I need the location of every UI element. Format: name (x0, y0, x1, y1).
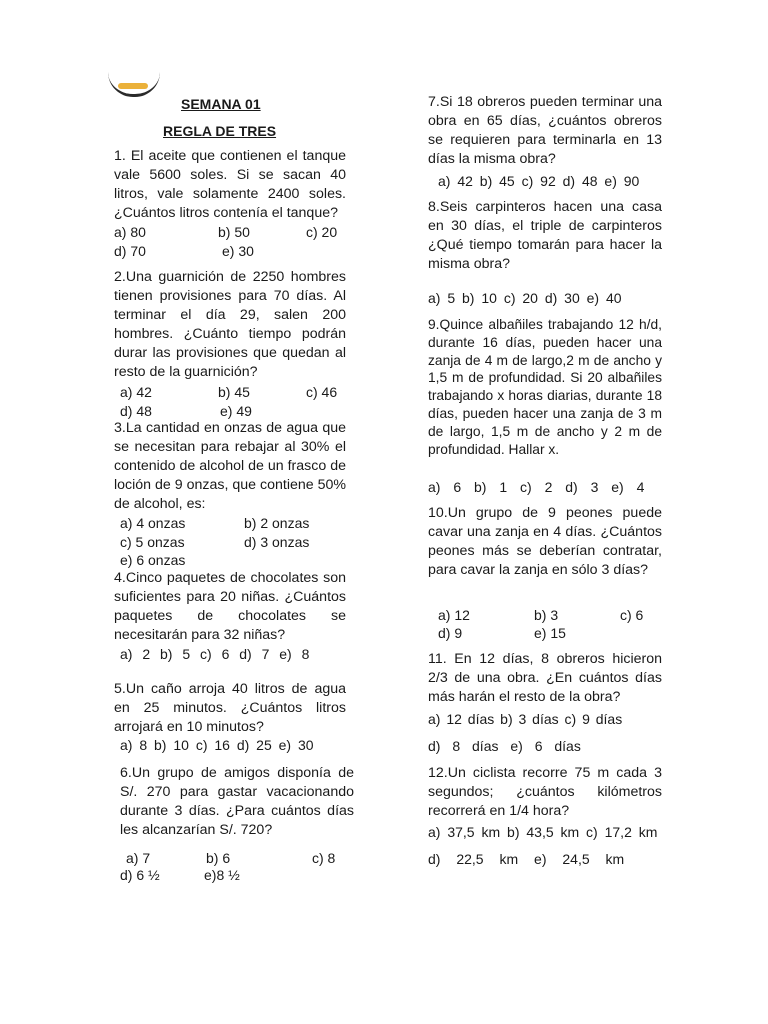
problem-10-option: a) 12 (438, 607, 470, 623)
topic-heading: REGLA DE TRES (163, 123, 277, 139)
problem-2-option: e) 49 (220, 403, 252, 419)
problem-3-option: b) 2 onzas (244, 515, 310, 531)
problem-1-option: e) 30 (222, 243, 254, 259)
problem-1-option: a) 80 (114, 224, 146, 240)
problem-9-options: a) 6 b) 1 c) 2 d) 3 e) 4 (428, 479, 645, 495)
problem-1-option: d) 70 (114, 243, 146, 259)
problem-6-option: d) 6 ½ (120, 867, 160, 883)
problem-1-option: c) 20 (306, 224, 338, 240)
problem-2-option: c) 46 (306, 384, 338, 400)
problem-12-text: 12.Un ciclista recorre 75 m cada 3 segundos; ¿cuántos kilómetros recorrerá en 1/4 hora? (428, 765, 662, 819)
problem-6-option: c) 8 (312, 850, 336, 866)
logo-mark (118, 83, 148, 89)
problem-5-options: a) 8 b) 10 c) 16 d) 25 e) 30 (120, 737, 314, 753)
problem-6-text: 6.Un grupo de amigos disponía de S/. 270 para gastar vacacionando durante 3 días. ¿Para cuántos días les alcanzarían S/. 720? (120, 765, 354, 838)
problem-11-options-row-2: d) 8 días e) 6 días (428, 738, 581, 754)
problem-7-options: a) 42 b) 45 c) 92 d) 48 e) 90 (438, 173, 640, 189)
problem-11-text: 11. En 12 días, 8 obreros hicieron 2/3 de una obra. ¿En cuántos días más harán el resto de la obra? (428, 651, 662, 705)
problem-3-option: e) 6 onzas (120, 552, 186, 568)
problem-10-option: c) 6 (620, 607, 644, 623)
problem-4-options: a) 2 b) 5 c) 6 d) 7 e) 8 (120, 646, 310, 662)
problem-8-text: 8.Seis carpinteros hacen una casa en 30 días, el triple de carpinteros ¿Qué tiempo tomarán para hacer la misma obra? (428, 199, 662, 272)
problem-7-text: 7.Si 18 obreros pueden terminar una obra en 65 días, ¿cuántos obreros se requieren para terminarla en 13 días la misma obra? (428, 94, 662, 167)
week-heading: SEMANA 01 (181, 96, 261, 112)
problem-10-option: d) 9 (438, 625, 463, 641)
problem-1-text: 1. El aceite que contienen el tanque vale 5600 soles. Si se sacan 40 litros, vale solamente 2400 soles. ¿Cuántos litros contenía el tanque? (114, 148, 346, 221)
problem-2-text: 2.Una guarnición de 2250 hombres tienen provisiones para 70 días. Al terminar el día 29, salen 200 hombres. ¿Cuánto tiempo podrán durar las provisiones que quedan al resto de la guarnición? (114, 269, 346, 380)
problem-3-option: a) 4 onzas (120, 515, 186, 531)
problem-2-option: d) 48 (120, 403, 152, 419)
problem-4-text: 4.Cinco paquetes de chocolates son suficientes para 20 niñas. ¿Cuántos paquetes de chocolates se necesitarán para 32 niñas? (114, 570, 346, 643)
problem-10-text: 10.Un grupo de 9 peones puede cavar una zanja en 4 días. ¿Cuántos peones más se deberían contratar, para cavar la zanja en sólo 3 días? (428, 505, 662, 578)
problem-6-option: a) 7 (126, 850, 151, 866)
problem-2-option: a) 42 (120, 384, 152, 400)
problem-9-text: 9.Quince albañiles trabajando 12 h/d, durante 16 días, pueden hacer una zanja de 4 m de largo,2 m de ancho y 1,5 m de profundidad. Si 20 albañiles trabajando x horas diarias, durante 18 días, pueden hacer una zanja de 3 m de largo, 1,5 m de ancho y 2 m de profundidad. Hallar x. (428, 317, 662, 457)
problem-3-option: d) 3 onzas (244, 534, 310, 550)
problem-2-option: b) 45 (218, 384, 250, 400)
problem-10-option: e) 15 (534, 625, 566, 641)
problem-8-options: a) 5 b) 10 c) 20 d) 30 e) 40 (428, 290, 622, 306)
problem-3-text: 3.La cantidad en onzas de agua que se necesitan para rebajar al 30% el contenido de alcohol de un frasco de loción de 9 onzas, que contiene 50% de alcohol, es: (114, 420, 346, 512)
problem-3-option: c) 5 onzas (120, 534, 185, 550)
problem-6-option: b) 6 (206, 850, 231, 866)
problem-10-option: b) 3 (534, 607, 559, 623)
problem-1-option: b) 50 (218, 224, 250, 240)
problem-5-text: 5.Un caño arroja 40 litros de agua en 25 minutos. ¿Cuántos litros arrojará en 10 minutos? (114, 681, 346, 735)
problem-12-options-row-1: a) 37,5 km b) 43,5 km c) 17,2 km (428, 824, 658, 840)
problem-6-option: e)8 ½ (204, 867, 240, 883)
problem-12-options-row-2: d) 22,5 km e) 24,5 km (428, 851, 625, 867)
problem-11-options-row-1: a) 12 días b) 3 días c) 9 días (428, 711, 623, 727)
